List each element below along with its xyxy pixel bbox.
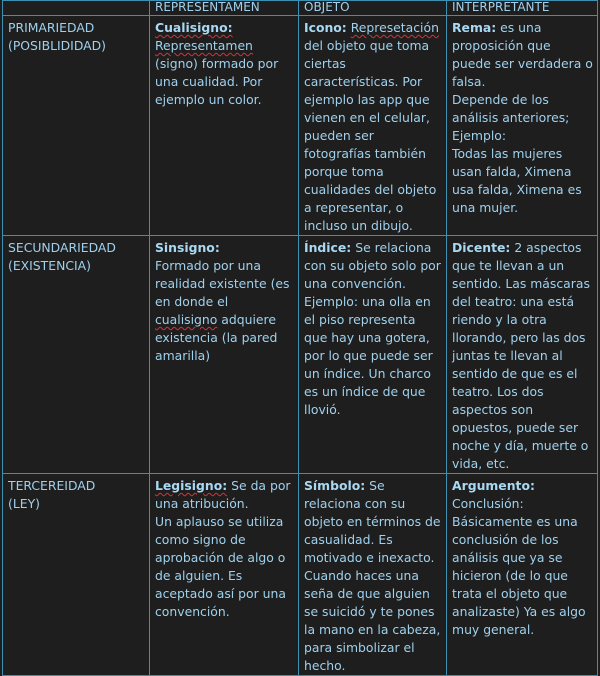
table-row-secundariedad bbox=[3, 236, 598, 474]
header-cell-interpretante[interactable]: INTERPRETANTE bbox=[447, 1, 598, 16]
cell-text: del objeto que toma ciertas características. Por ejemplo las app que vienen en el celular, pueden ser fotografías también porque toma cualidades del objeto a representar, o incluso un dibujo. bbox=[304, 38, 437, 233]
header-cell-empty[interactable] bbox=[3, 1, 150, 16]
cell-text: 2 aspectos que te llevan a un sentido. Las máscaras del teatro: una está riendo y la otra llorando, pero las dos juntas te llevan al sentido de que es el teatro. Los dos aspectos son opuestos, puede ser noche y día, muerte o vida, etc. bbox=[452, 240, 590, 471]
cell-icono[interactable] bbox=[299, 16, 447, 236]
cell-paragraph: Conclusión: bbox=[452, 496, 524, 511]
header-cell-objeto[interactable]: OBJETO bbox=[299, 1, 447, 16]
cell-text-word: Representamen bbox=[155, 38, 253, 53]
cell-cualisigno[interactable] bbox=[150, 16, 299, 236]
term-rema: Rema: bbox=[452, 20, 497, 35]
cell-text-word: Represetación bbox=[350, 20, 439, 35]
category-cell-primariedad[interactable] bbox=[3, 16, 150, 236]
category-subtitle: (LEY) bbox=[8, 496, 40, 511]
category-subtitle: (POSIBLIDIDAD) bbox=[8, 38, 107, 53]
term-indice: Índice: bbox=[304, 240, 352, 255]
term-simbolo: Símbolo: bbox=[304, 478, 366, 493]
cell-text: Se da por una atribución. bbox=[155, 478, 291, 511]
cell-rema[interactable] bbox=[447, 16, 598, 236]
category-name: TERCEREIDAD bbox=[8, 478, 96, 493]
semiotics-table bbox=[2, 0, 598, 676]
header-row bbox=[3, 1, 598, 16]
header-cell-representamen[interactable]: REPRESENTAMEN bbox=[150, 1, 299, 16]
category-cell-secundariedad[interactable] bbox=[3, 236, 150, 474]
cell-sinsigno[interactable] bbox=[150, 236, 299, 474]
category-cell-tercereidad[interactable] bbox=[3, 474, 150, 676]
cell-paragraph: Ejemplo: una olla en el piso representa que hay una gotera, por lo que puede ser un índice. Un charco es un índice de que llovió. bbox=[304, 294, 433, 417]
cell-text-word: cualisigno bbox=[155, 312, 218, 327]
term-dicente: Dicente: bbox=[452, 240, 511, 255]
cell-text: Formado por una realidad existente (es en donde el bbox=[155, 258, 290, 309]
cell-simbolo[interactable] bbox=[299, 474, 447, 676]
cell-paragraph: Básicamente es una conclusión de los análisis que ya se hicieron (de lo que trata el objeto que analizaste) Ya es algo muy general. bbox=[452, 514, 586, 637]
table-row-tercereidad bbox=[3, 474, 598, 676]
cell-argumento[interactable] bbox=[447, 474, 598, 676]
cell-indice[interactable] bbox=[299, 236, 447, 474]
term-icono: Icono: bbox=[304, 20, 347, 35]
cell-dicente[interactable] bbox=[447, 236, 598, 474]
cell-legisigno[interactable] bbox=[150, 474, 299, 676]
cell-text: es una proposición que puede ser verdadera o falsa. bbox=[452, 20, 593, 89]
cell-paragraph: Ejemplo: bbox=[452, 128, 507, 143]
term-cualisigno: Cualisigno: bbox=[155, 20, 233, 35]
term-sinsigno: Sinsigno: bbox=[155, 240, 220, 255]
table-row-primariedad bbox=[3, 16, 598, 236]
cell-paragraph: Todas las mujeres usan falda, Ximena usa falda, Ximena es una mujer. bbox=[452, 146, 582, 215]
cell-text: (signo) formado por una cualidad. Por ejemplo un color. bbox=[155, 56, 279, 107]
category-name: SECUNDARIEDAD bbox=[8, 240, 116, 255]
cell-paragraph: Un aplauso se utiliza como signo de aprobación de algo o de alguien. Es aceptado así por una convención. bbox=[155, 514, 286, 619]
cell-text: Se relaciona con su objeto en términos de casualidad. Es motivado e inexacto. Cuando haces una seña de que alguien se suicidó y te pones la mano en la cabeza, para simbolizar el hecho. bbox=[304, 478, 441, 673]
category-name: PRIMARIEDAD bbox=[8, 20, 95, 35]
category-subtitle: (EXISTENCIA) bbox=[8, 258, 91, 273]
cell-paragraph: Depende de los análisis anteriores; bbox=[452, 92, 570, 125]
term-legisigno: Legisigno: bbox=[155, 478, 228, 493]
term-argumento: Argumento: bbox=[452, 478, 535, 493]
cell-text: Se relaciona con su objeto solo por una convención. bbox=[304, 240, 441, 291]
cell-text: adquiere existencia (la pared amarilla) bbox=[155, 312, 278, 363]
